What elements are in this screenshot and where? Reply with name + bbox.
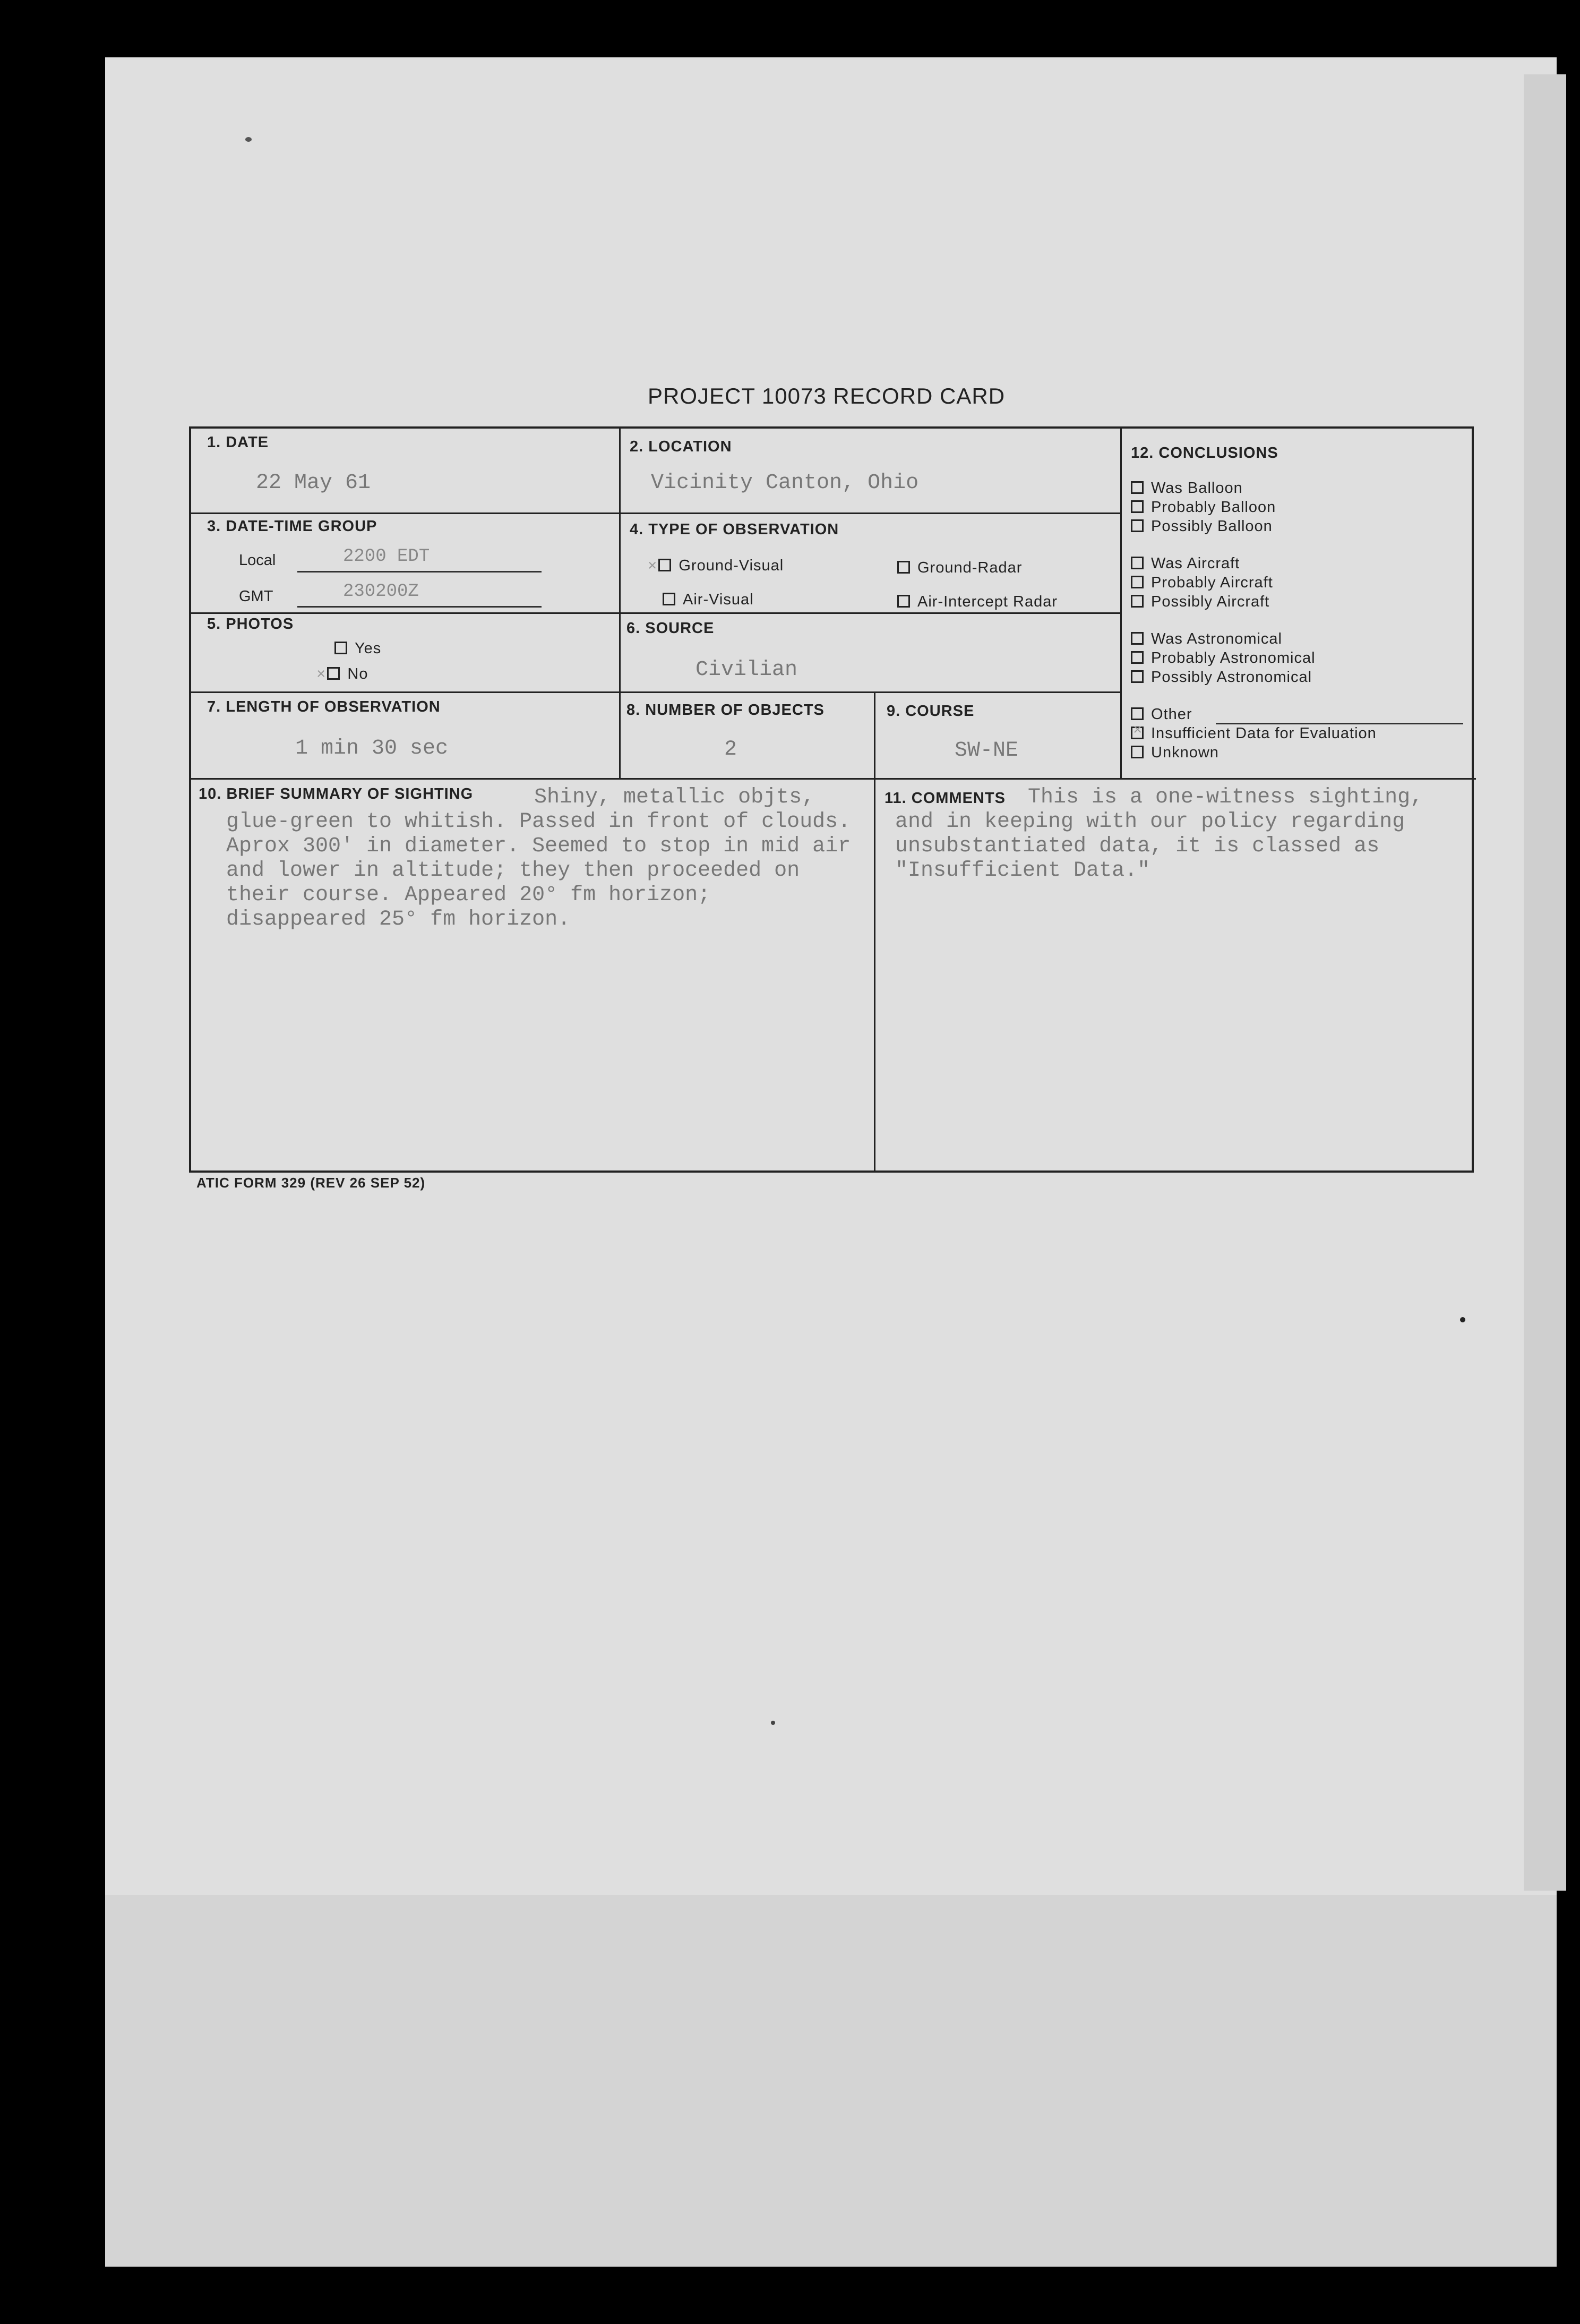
length-of-observation-value: 1 min 30 sec [295, 737, 449, 761]
type-of-observation-label: 4. TYPE OF OBSERVATION [630, 521, 839, 538]
conclusion-insufficient-data[interactable] [1131, 722, 1377, 742]
comments-text: This is a one-witness sighting, and in keeping with our policy regarding unsubstantiated data, it is classed as "Insufficient Data." [895, 785, 1423, 883]
checkbox-icon [334, 642, 347, 654]
checkbox-icon [1131, 557, 1144, 569]
length-of-observation-label: 7. LENGTH OF OBSERVATION [207, 698, 441, 715]
source-label: 6. SOURCE [626, 620, 715, 637]
checkbox-icon [1131, 746, 1144, 758]
checked-x-mark: × [316, 666, 327, 683]
location-label: 2. LOCATION [630, 438, 732, 455]
local-value: 2200 EDT [343, 546, 430, 567]
conclusion-unknown[interactable] [1131, 744, 1219, 762]
option-label: Ground-Visual [679, 557, 784, 574]
record-card [189, 426, 1474, 1173]
number-of-objects-label: 8. NUMBER OF OBJECTS [626, 702, 825, 719]
option-label: Was Balloon [1151, 480, 1243, 497]
option-label: Unknown [1151, 744, 1219, 761]
option-label: Other [1151, 706, 1192, 723]
row-divider [191, 778, 1476, 780]
checkbox-icon [1131, 519, 1144, 532]
date-time-group-label: 3. DATE-TIME GROUP [207, 518, 377, 535]
date-label: 1. DATE [207, 434, 269, 451]
checkbox-icon [658, 559, 671, 571]
option-label: Air-Intercept Radar [917, 593, 1058, 610]
conclusions-label: 12. CONCLUSIONS [1131, 445, 1278, 462]
checkbox-icon [1131, 595, 1144, 608]
checkbox-icon [1131, 707, 1144, 720]
checkbox-icon [897, 561, 910, 574]
paper-bottom-sheet [105, 1895, 1557, 2267]
checkbox-icon [897, 595, 910, 608]
conclusion-other[interactable] [1131, 706, 1192, 723]
col-divider [1120, 429, 1122, 778]
location-value: Vicinity Canton, Ohio [651, 471, 919, 495]
brief-summary-text: Shiny, metallic objts, glue-green to whitish. Passed in front of clouds. Aprox 300' in diameter. Seemed to stop in mid air and lower in altitude; they then proceeded on their course. Appeared 20° fm horizon; disappeared 25° fm horizon. [226, 785, 851, 932]
conclusion-possibly-aircraft[interactable] [1131, 593, 1269, 611]
conclusion-possibly-balloon[interactable] [1131, 518, 1273, 535]
conclusion-probably-astronomical[interactable] [1131, 650, 1316, 667]
checked-x-mark: × [648, 558, 658, 575]
row-divider [191, 691, 1120, 693]
course-label: 9. COURSE [887, 703, 975, 720]
number-of-objects-value: 2 [724, 738, 737, 762]
dust-speck [1460, 1317, 1465, 1322]
comments-label: 11. COMMENTS [885, 790, 1006, 807]
photos-no-option[interactable] [316, 665, 368, 683]
option-label: Probably Astronomical [1151, 650, 1316, 667]
checkbox-icon [327, 667, 340, 680]
option-label: Was Aircraft [1151, 555, 1240, 572]
course-value: SW-NE [955, 739, 1019, 763]
photos-yes-option[interactable] [334, 640, 381, 657]
option-ground-visual[interactable] [648, 557, 784, 575]
checkbox-icon [1131, 500, 1144, 513]
conclusion-probably-balloon[interactable] [1131, 499, 1276, 516]
gmt-value: 230200Z [343, 582, 419, 602]
gmt-underline [297, 606, 542, 608]
checkbox-icon [663, 593, 675, 605]
other-underline [1216, 723, 1463, 724]
conclusion-was-astronomical[interactable] [1131, 630, 1282, 648]
gmt-label: GMT [239, 588, 273, 605]
checkbox-icon [1131, 651, 1144, 664]
option-label: Insufficient Data for Evaluation [1151, 725, 1377, 742]
checkbox-icon [1131, 632, 1144, 645]
option-label: Possibly Aircraft [1151, 593, 1270, 610]
conclusion-was-balloon[interactable] [1131, 480, 1243, 497]
row-divider [191, 512, 1120, 514]
source-value: Civilian [695, 658, 798, 682]
col-divider [874, 778, 875, 1173]
option-label: Probably Balloon [1151, 499, 1276, 516]
option-label: Air-Visual [683, 591, 754, 608]
dust-speck [771, 1721, 775, 1725]
card-title: PROJECT 10073 RECORD CARD [648, 383, 1006, 408]
checked-x-mark: × [1133, 722, 1143, 739]
col-divider [619, 429, 621, 778]
photos-label: 5. PHOTOS [207, 616, 294, 633]
conclusion-probably-aircraft[interactable] [1131, 574, 1273, 592]
date-value: 22 May 61 [256, 471, 371, 495]
local-label: Local [239, 552, 276, 569]
checkbox-icon [1131, 481, 1144, 494]
option-label: Was Astronomical [1151, 630, 1282, 647]
option-label: Possibly Astronomical [1151, 669, 1312, 686]
option-ground-radar[interactable] [897, 559, 1022, 577]
checkbox-icon [1131, 670, 1144, 683]
conclusion-was-aircraft[interactable] [1131, 555, 1240, 573]
paper-edge [1524, 74, 1566, 1891]
option-air-intercept-radar[interactable] [897, 593, 1058, 611]
dust-speck [245, 137, 252, 142]
option-label: No [347, 665, 368, 682]
option-label: Ground-Radar [917, 559, 1023, 576]
row-divider [191, 612, 1120, 614]
option-label: Yes [355, 640, 382, 657]
option-air-visual[interactable] [663, 591, 754, 609]
option-label: Possibly Balloon [1151, 518, 1273, 535]
option-label: Probably Aircraft [1151, 574, 1273, 591]
form-number: ATIC FORM 329 (REV 26 SEP 52) [196, 1175, 426, 1191]
conclusion-possibly-astronomical[interactable] [1131, 669, 1312, 686]
checkbox-icon [1131, 576, 1144, 588]
brief-summary-label: 10. BRIEF SUMMARY OF SIGHTING [199, 785, 474, 802]
local-underline [297, 571, 542, 573]
col-divider [874, 691, 875, 778]
